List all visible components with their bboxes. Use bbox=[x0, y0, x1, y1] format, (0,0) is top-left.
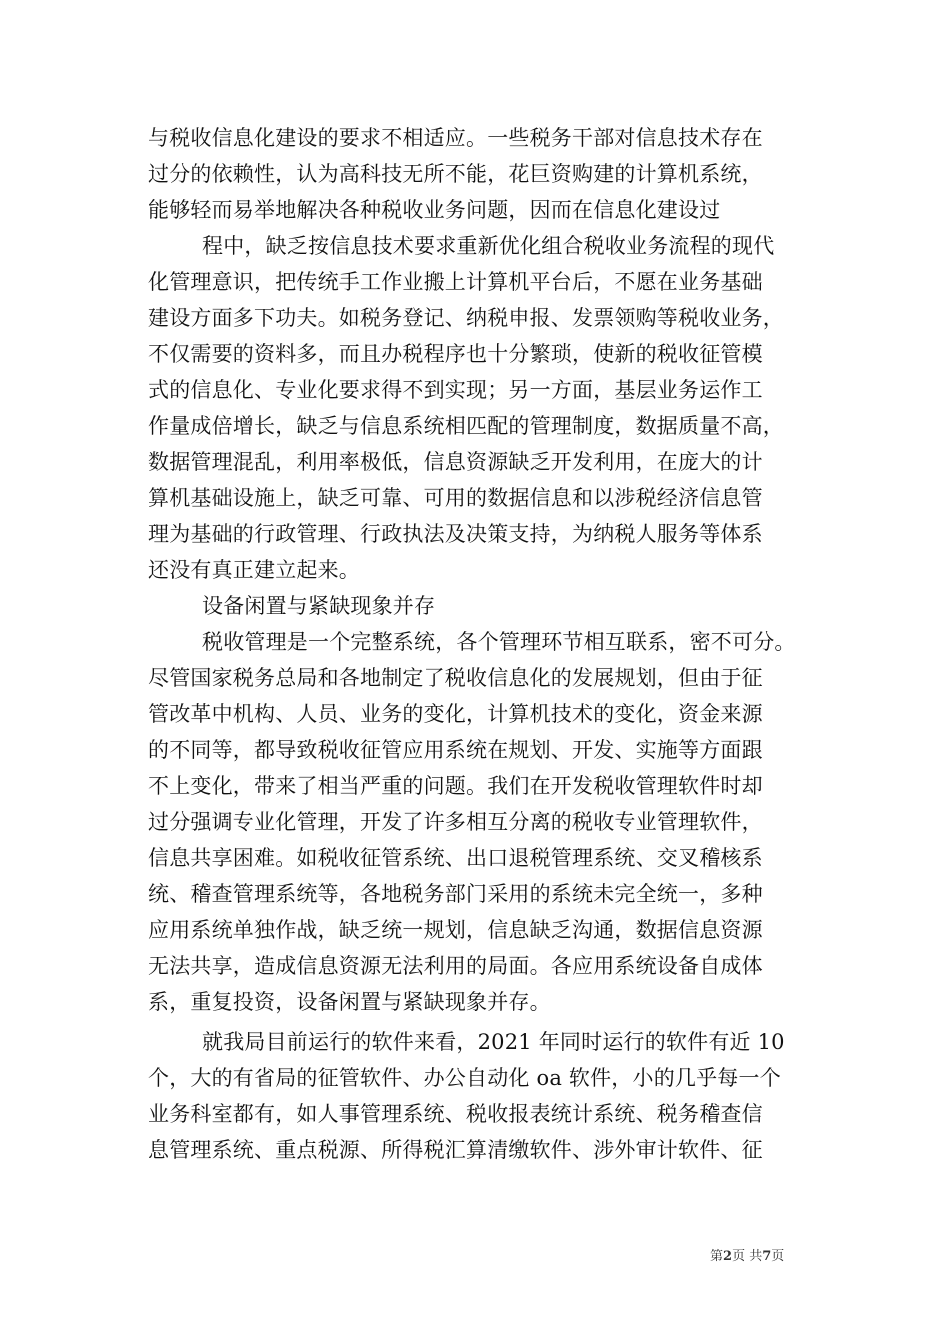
paragraph-line: 尽管国家税务总局和各地制定了税收信息化的发展规划，但由于征 bbox=[148, 666, 763, 690]
paragraph-line: 过分强调专业化管理，开发了许多相互分离的税收专业管理软件， bbox=[148, 810, 763, 834]
current-page-number: 2 bbox=[723, 1249, 733, 1264]
paragraph-line: 程中，缺乏按信息技术要求重新优化组合税收业务流程的现代 bbox=[202, 234, 775, 258]
paragraph-line: 式的信息化、专业化要求得不到实现；另一方面，基层业务运作工 bbox=[148, 378, 763, 402]
paragraph-line: 信息共享困难。如税收征管系统、出口退税管理系统、交叉稽核系 bbox=[148, 846, 763, 870]
paragraph-line: 还没有真正建立起来。 bbox=[148, 558, 360, 582]
footer-suffix: 页 bbox=[771, 1249, 785, 1264]
paragraph-line: 统、稽查管理系统等，各地税务部门采用的系统未完全统一，多种 bbox=[148, 882, 763, 906]
paragraph-line: 税收管理是一个完整系统，各个管理环节相互联系，密不可分。 bbox=[202, 630, 796, 654]
paragraph-line: 无法共享，造成信息资源无法利用的局面。各应用系统设备自成体 bbox=[148, 954, 763, 978]
paragraph-line: 理为基础的行政管理、行政执法及决策支持，为纳税人服务等体系 bbox=[148, 522, 763, 546]
paragraph-line: 业务科室都有，如人事管理系统、税收报表统计系统、税务稽查信 bbox=[148, 1102, 763, 1126]
body-text bbox=[148, 120, 828, 1168]
paragraph-line: 的不同等，都导致税收征管应用系统在规划、开发、实施等方面跟 bbox=[148, 738, 763, 762]
paragraph-line: 个，大的有省局的征管软件、办公自动化 oa 软件，小的几乎每一个 bbox=[148, 1066, 781, 1090]
paragraph-line: 数据管理混乱，利用率极低，信息资源缺乏开发利用，在庞大的计 bbox=[148, 450, 763, 474]
paragraph-line: 化管理意识，把传统手工作业搬上计算机平台后，不愿在业务基础 bbox=[148, 270, 763, 294]
paragraph-line: 就我局目前运行的软件来看，2021 年同时运行的软件有近 10 bbox=[202, 1030, 785, 1054]
paragraph-line: 不仅需要的资料多，而且办税程序也十分繁琐，使新的税收征管模 bbox=[148, 342, 763, 366]
paragraph-line: 应用系统单独作战，缺乏统一规划，信息缺乏沟通，数据信息资源 bbox=[148, 918, 763, 942]
paragraph-line: 管改革中机构、人员、业务的变化，计算机技术的变化，资金来源 bbox=[148, 702, 763, 726]
total-page-number: 7 bbox=[762, 1249, 772, 1264]
paragraph-line: 过分的依赖性，认为高科技无所不能，花巨资购建的计算机系统， bbox=[148, 162, 763, 186]
paragraph-line: 系，重复投资，设备闲置与紧缺现象并存。 bbox=[148, 990, 551, 1014]
paragraph-line: 息管理系统、重点税源、所得税汇算清缴软件、涉外审计软件、征 bbox=[148, 1138, 763, 1162]
footer-middle: 页 共 bbox=[732, 1249, 763, 1264]
section-heading: 设备闲置与紧缺现象并存 bbox=[202, 594, 436, 618]
paragraph-line: 与税收信息化建设的要求不相适应。一些税务干部对信息技术存在 bbox=[148, 126, 763, 150]
footer-prefix: 第 bbox=[710, 1249, 724, 1264]
paragraph-line: 建设方面多下功夫。如税务登记、纳税申报、发票领购等税收业务， bbox=[148, 306, 784, 330]
page-number-footer bbox=[710, 1245, 784, 1264]
paragraph-line: 作量成倍增长，缺乏与信息系统相匹配的管理制度，数据质量不高， bbox=[148, 414, 784, 438]
paragraph-line: 不上变化，带来了相当严重的问题。我们在开发税收管理软件时却 bbox=[148, 774, 763, 798]
paragraph-line: 算机基础设施上，缺乏可靠、可用的数据信息和以涉税经济信息管 bbox=[148, 486, 763, 510]
paragraph-line: 能够轻而易举地解决各种税收业务问题，因而在信息化建设过 bbox=[148, 198, 721, 222]
